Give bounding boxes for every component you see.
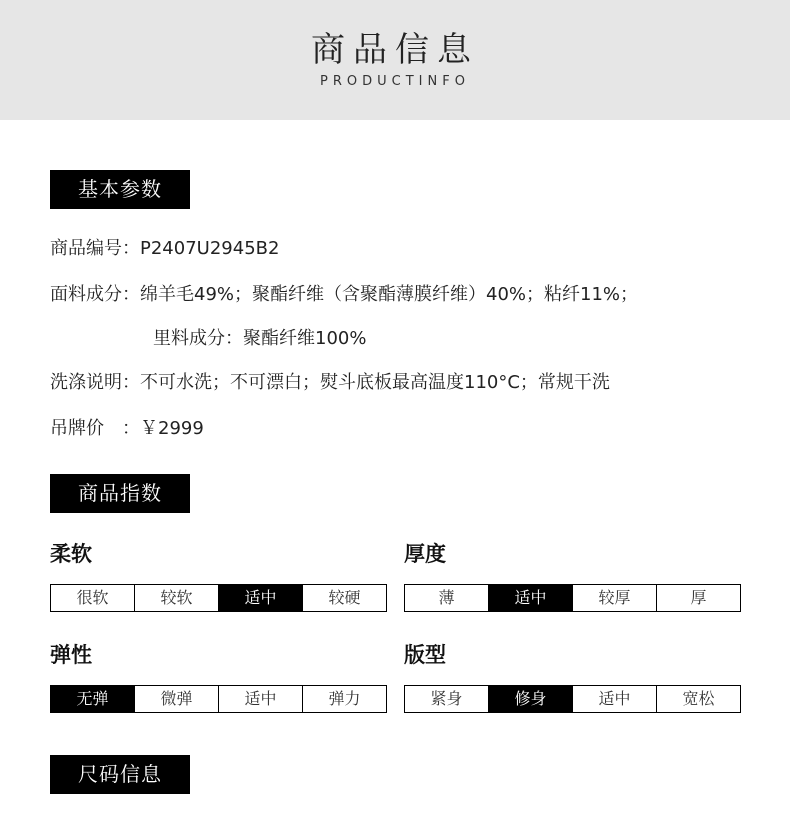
softness-option: 适中 bbox=[218, 585, 302, 611]
lining-value: 里料成分：聚酯纤维100% bbox=[153, 328, 367, 349]
header-banner bbox=[0, 0, 790, 120]
item-number-row bbox=[50, 237, 279, 261]
thickness-option: 厚 bbox=[656, 585, 740, 611]
section-basic-params: 基本参数 bbox=[50, 170, 190, 209]
elasticity-title: 弹性 bbox=[50, 643, 92, 667]
section-product-index: 商品指数 bbox=[50, 474, 190, 513]
fabric-label: 面料成分： bbox=[50, 284, 140, 305]
item-number-value: P2407U2945B2 bbox=[140, 238, 280, 259]
fabric-value: 绵羊毛49%；聚酯纤维（含聚酯薄膜纤维）40%；粘纤11%； bbox=[140, 284, 639, 305]
lining-row bbox=[153, 327, 366, 351]
fit-option: 紧身 bbox=[430, 689, 463, 708]
item-number-label: 商品编号： bbox=[50, 238, 140, 259]
wash-label: 洗涤说明： bbox=[50, 372, 140, 393]
elasticity-scale bbox=[50, 685, 387, 713]
elasticity-option: 微弹 bbox=[134, 686, 218, 712]
thickness-title: 厚度 bbox=[404, 542, 446, 566]
thickness-option: 薄 bbox=[438, 588, 455, 607]
softness-option: 较硬 bbox=[302, 585, 386, 611]
page-title: 商品信息 bbox=[311, 30, 479, 70]
fabric-row bbox=[50, 283, 638, 307]
fit-title: 版型 bbox=[404, 643, 446, 667]
elasticity-option: 弹力 bbox=[302, 686, 386, 712]
thickness-option: 较厚 bbox=[572, 585, 656, 611]
price-row bbox=[50, 417, 204, 441]
fit-scale bbox=[404, 685, 741, 713]
fit-option: 适中 bbox=[572, 686, 656, 712]
fit-option: 修身 bbox=[488, 686, 572, 712]
softness-option: 较软 bbox=[134, 585, 218, 611]
softness-option: 很软 bbox=[76, 588, 109, 607]
page-subtitle: PRODUCTINFO bbox=[320, 74, 470, 89]
thickness-option: 适中 bbox=[488, 585, 572, 611]
wash-row bbox=[50, 371, 610, 395]
section-size-info: 尺码信息 bbox=[50, 755, 190, 794]
wash-value: 不可水洗；不可漂白；熨斗底板最高温度110°C；常规干洗 bbox=[140, 372, 610, 393]
elasticity-option: 适中 bbox=[218, 686, 302, 712]
softness-title: 柔软 bbox=[50, 542, 92, 566]
elasticity-option: 无弹 bbox=[51, 686, 134, 712]
price-label: 吊牌价 ： bbox=[50, 418, 140, 439]
fit-option: 宽松 bbox=[656, 686, 740, 712]
thickness-scale bbox=[404, 584, 741, 612]
price-value: ￥2999 bbox=[140, 418, 204, 439]
softness-scale bbox=[50, 584, 387, 612]
